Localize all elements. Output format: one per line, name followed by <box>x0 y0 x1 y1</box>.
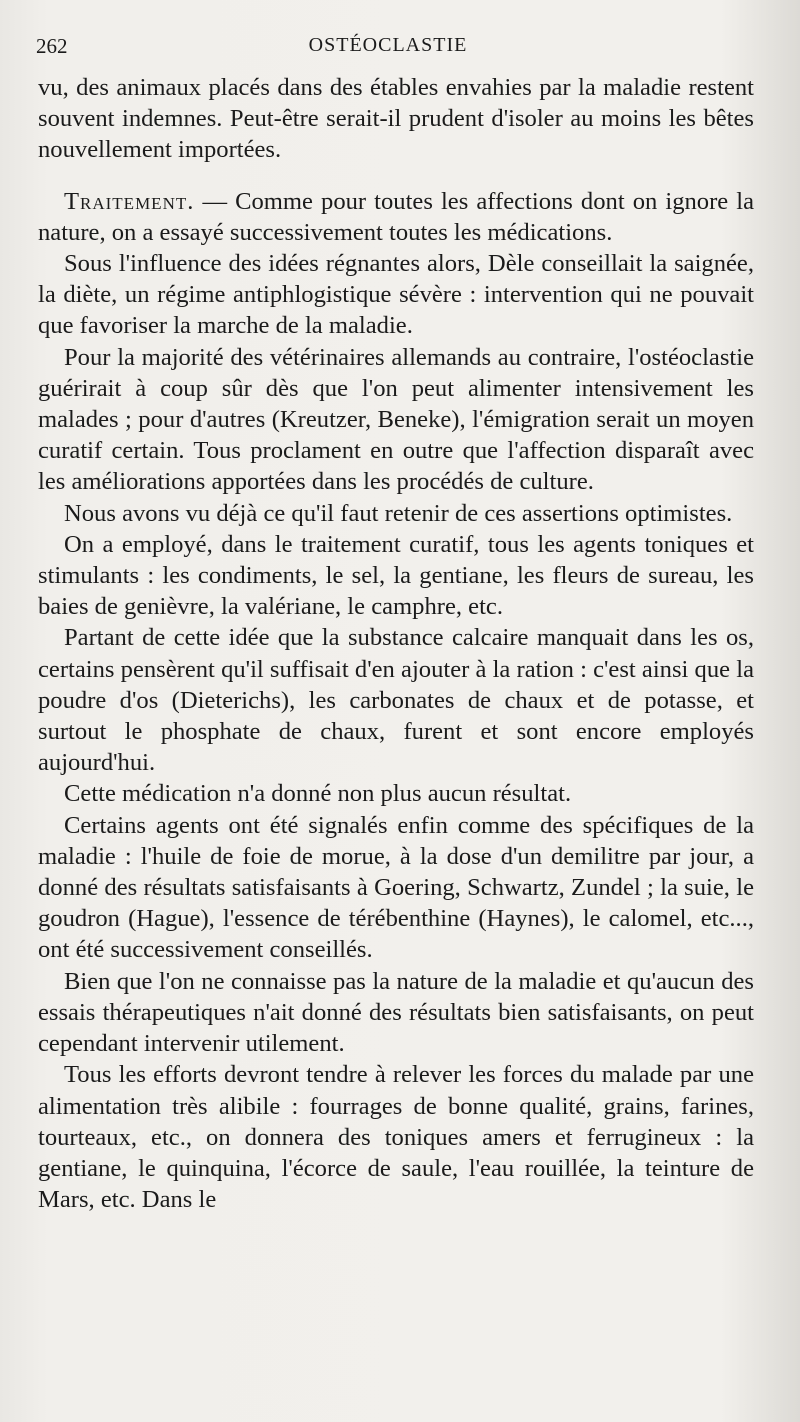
page-header <box>36 34 740 64</box>
paragraph: Nous avons vu déjà ce qu'il faut retenir de ces assertions optimistes. <box>64 499 733 527</box>
paragraph: Tous les efforts devront tendre à relever les forces du malade par une alimentation très alibile : fourrages de bonne qualité, grains, farines, tourteaux, etc., on donnera des toniques amers et ferrugineux : la gentiane, le quinquina, l'écorce de saule, l'eau rouillée, la teinture de Mars, etc. Dans le <box>38 1061 754 1214</box>
paragraph: On a employé, dans le traitement curatif, tous les agents toniques et stimulants : les condiments, le sel, la gentiane, les fleurs de sureau, les baies de genièvre, la valériane, le camphre, etc. <box>38 530 754 621</box>
paragraph-traitement <box>38 186 754 248</box>
paragraph: Bien que l'on ne connaisse pas la nature de la maladie et qu'aucun des essais thérapeutiques n'ait donné des résultats bien satisfaisants, on peut cependant intervenir utilement. <box>38 967 754 1058</box>
running-title: OSTÉOCLASTIE <box>308 34 468 56</box>
page-number: 262 <box>36 34 68 58</box>
paragraph: Partant de cette idée que la substance calcaire manquait dans les os, certains pensèrent qu'il suffisait d'en ajouter à la ration : c'est ainsi que la poudre d'os (Dieterichs), les carbonates de chaux et de potasse, et surtout le phosphate de chaux, furent et sont encore employés aujourd'hui. <box>38 624 754 777</box>
paragraph: Certains agents ont été signalés enfin comme des spécifiques de la maladie : l'huile de foie de morue, à la dose d'un demilitre par jour, a donné des résultats satisfaisants à Goering, Schwartz, Zundel ; la suie, le goudron (Hague), l'essence de térébenthine (Haynes), le calomel, etc..., ont été successivement conseillés. <box>38 811 754 964</box>
paragraph-text: — Comme pour toutes les affections dont on ignore la nature, on a essayé successivement toutes les médications. <box>38 187 754 246</box>
paragraph: Pour la majorité des vétérinaires allemands au contraire, l'ostéoclastie guérirait à coup sûr dès que l'on peut alimenter intensivement les malades ; pour d'autres (Kreutzer, Beneke), l'émigration serait un moyen curatif certain. Tous proclament en outre que l'affection disparaît avec les améliorations apportées dans les procédés de culture. <box>38 343 754 496</box>
paragraph-continuation: vu, des animaux placés dans des étables envahies par la maladie restent souvent indemnes. Peut-être serait-il prudent d'isoler au moins les bêtes nouvellement importées. <box>38 74 754 164</box>
page-body <box>38 72 754 1215</box>
paragraph: Sous l'influence des idées régnantes alors, Dèle conseillait la saignée, la diète, un régime antiphlogistique sévère : intervention qui ne pouvait que favoriser la marche de la maladie. <box>38 250 754 340</box>
section-heading-traitement: Traitement. <box>64 187 195 215</box>
paragraph: Cette médication n'a donné non plus aucun résultat. <box>64 780 572 808</box>
